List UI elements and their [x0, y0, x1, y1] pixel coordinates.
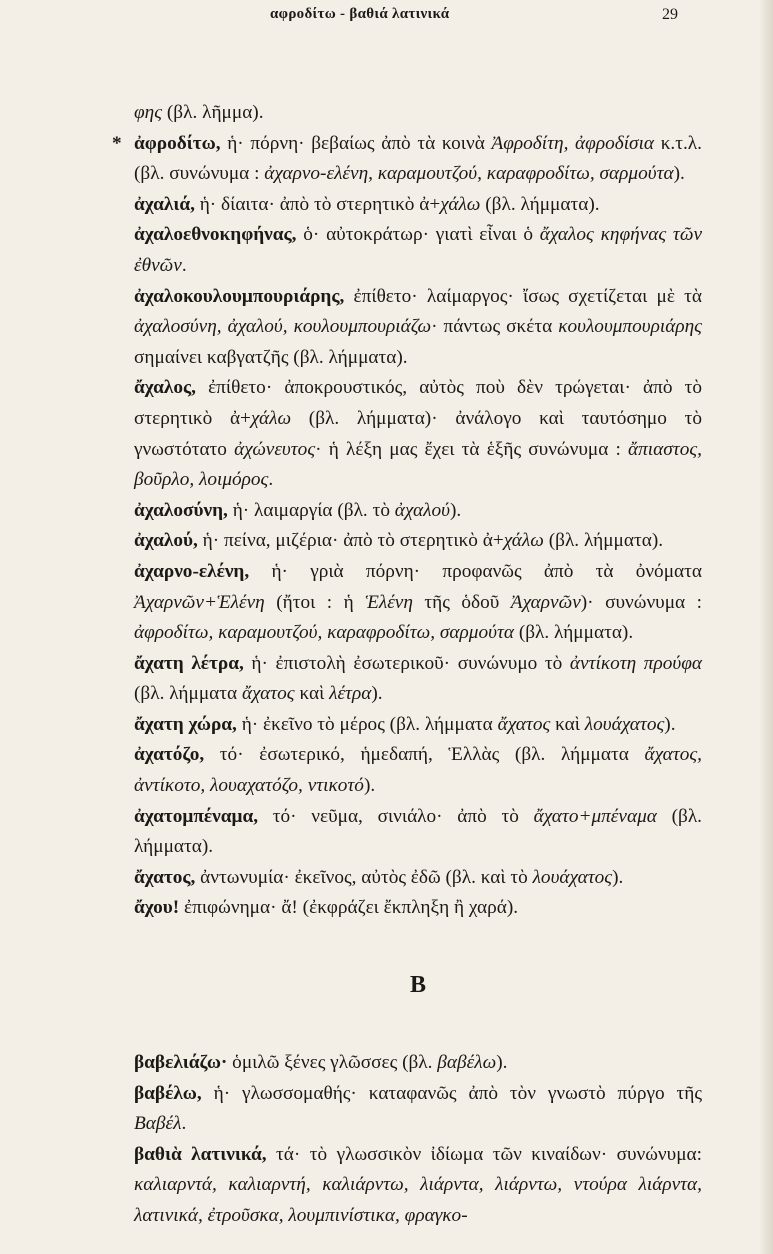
page-body	[112, 98, 702, 1232]
dictionary-entry	[134, 190, 702, 221]
entry-headword: βαθιὰ λατινικά,	[134, 1143, 267, 1165]
entry-headword: βαβελιάζω·	[134, 1052, 228, 1074]
entries-section-a	[112, 98, 702, 924]
entry-text: (βλ. λήμματα)· ἀνάλογο καὶ ταυτόσημο τὸ γνωστότατο	[134, 407, 702, 460]
entry-italic-text: ἀχώνευτος	[234, 438, 316, 460]
entry-text: ἡ· πείνα, μιζέρια· ἀπὸ τὸ στερητικὸ ἀ+	[197, 530, 504, 552]
entry-italic-text: χάλω	[503, 530, 544, 552]
dictionary-entry	[134, 282, 702, 374]
entry-text: ἐπίθετο· λαίμαργος· ἴσως σχετίζεται μὲ τὰ	[344, 285, 702, 307]
dictionary-entry	[134, 649, 702, 710]
entry-headword: ἀφροδίτω,	[134, 132, 221, 154]
entry-text: ).	[496, 1052, 508, 1074]
page-edge-shadow	[759, 0, 773, 1254]
entry-text: τό· νεῦμα, σινιάλο· ἀπὸ τὸ	[258, 805, 534, 827]
entry-headword: ἄχου!	[134, 897, 180, 919]
entry-headword: ἀχαλοσύνη,	[134, 499, 228, 521]
page-number: 29	[662, 6, 678, 23]
running-head: αφροδίτω - βαθιά λατινικά	[270, 6, 450, 22]
entry-headword: βαβέλω,	[134, 1082, 202, 1104]
entry-text: .	[181, 1113, 187, 1135]
entry-text: ἡ· γλωσσομαθής· καταφανῶς ἀπὸ τὸν γνωστὸ πύργο τῆς	[201, 1082, 702, 1104]
dictionary-entry	[134, 710, 702, 741]
entry-italic-text: ἀχαλοσύνη, ἀχαλού, κουλουμπουριάζω	[134, 316, 432, 338]
dictionary-entry	[134, 496, 702, 527]
entry-italic-text: Ἀχαρνῶν	[510, 591, 581, 613]
entry-text: τό· ἐσωτερικό, ἡμεδαπή, Ἑλλὰς (βλ. λήμματα	[204, 744, 645, 766]
entry-headword: ἀχαρνο-ελένη,	[134, 560, 250, 582]
entry-italic-text: ἀντίκοτη προύφα	[569, 652, 702, 674]
dictionary-entry	[134, 557, 702, 649]
section-letter: B	[409, 972, 426, 999]
entry-text: ἡ· ἐπιστολὴ ἐσωτερικοῦ· συνώνυμο τὸ	[243, 652, 570, 674]
entry-italic-text: λουάχατος	[584, 713, 665, 735]
entry-text: ).	[664, 713, 676, 735]
entry-headword: ἀχαλού,	[134, 530, 198, 552]
entry-italic-text: κουλουμπουριάρης	[558, 316, 702, 338]
entry-italic-text: ἀχαρνο-ελένη, καραμουτζού, καραφροδίτω, σαρμούτα	[264, 163, 674, 185]
dictionary-entry	[134, 98, 702, 129]
dictionary-entry	[134, 863, 702, 894]
entry-text: (βλ. λήμματα).	[543, 530, 664, 552]
entry-text: ἡ· ἐκεῖνο τὸ μέρος (βλ. λήμματα	[236, 713, 498, 735]
entry-text: ).	[673, 163, 685, 185]
entry-italic-text: ἄχατο+μπέναμα	[533, 805, 657, 827]
entry-italic-text: λέτρα	[329, 683, 372, 705]
entry-text: (βλ. λήμματα).	[480, 193, 600, 215]
entry-italic-text: ἄχαλος κηφήνας τῶν ἐθνῶν	[134, 224, 702, 276]
entry-text: · ἡ λέξη μας ἔχει τὰ ἑξῆς συνώνυμα :	[315, 438, 629, 460]
entry-italic-text: Ἀφροδίτη, ἀφροδίσια	[491, 132, 655, 154]
entry-text: καὶ	[294, 683, 330, 705]
entry-text: (βλ. λήμματα).	[514, 622, 634, 644]
entry-headword: ἀχατόζο,	[134, 744, 205, 766]
entry-text: ἐπίθετο· ἀποκρουστικός, αὐτὸς ποὺ δὲν τρώγεται· ἀπὸ τὸ στερητικὸ ἀ+	[134, 377, 702, 429]
entry-text: ).	[371, 683, 383, 705]
entry-text: ἀντωνυμία· ἐκεῖνος, αὐτὸς ἐδῶ (βλ. καὶ τὸ	[195, 866, 533, 888]
dictionary-entry	[134, 893, 702, 924]
entry-text: σημαίνει καβγατζῆς (βλ. λήμματα).	[134, 346, 408, 368]
entry-text: ἡ· γριὰ πόρνη· προφανῶς ἀπὸ τὰ ὀνόματα	[249, 560, 702, 582]
entry-text: ὁμιλῶ ξένες γλῶσσες (βλ.	[227, 1052, 438, 1074]
entry-italic-text: Ἀχαρνῶν+Ἑλένη	[134, 591, 265, 613]
entry-text: )· συνώνυμα :	[580, 591, 702, 613]
entry-italic-text: ἀφροδίτω, καραμουτζού, καραφροδίτω, σαρμούτα	[134, 622, 514, 644]
entry-italic-text: ἄχατος	[497, 713, 551, 735]
dictionary-entry	[134, 802, 702, 863]
entry-text: ὁ· αὐτοκράτωρ· γιατὶ εἶναι ὁ	[296, 224, 540, 246]
entry-italic-text: φης	[134, 102, 163, 123]
dictionary-entry	[134, 1140, 702, 1232]
entry-text: (βλ. λῆμμα).	[162, 102, 264, 123]
dictionary-entry	[112, 129, 702, 190]
entry-italic-text: ἄχατος, ἀντίκοτο, λουαχατόζο, ντικοτό	[134, 744, 702, 797]
entry-text: κ.τ.λ. (βλ. συνώνυμα :	[134, 132, 702, 185]
entry-italic-text: χάλω	[440, 193, 481, 215]
asterisk-marker: *	[112, 132, 122, 154]
dictionary-entry	[134, 220, 702, 281]
entry-text: ἐπιφώνημα· ἄ! (ἐκφράζει ἔκπληξη ἢ χαρά).	[179, 897, 519, 919]
dictionary-entry	[134, 1048, 702, 1079]
entry-text: τῆς ὁδοῦ	[412, 591, 511, 613]
entry-italic-text: ἄπιαστος, βοῦρλο, λοιμόρος	[134, 438, 702, 491]
entry-italic-text: καλιαρντά, καλιαρντή, καλιάρντω, λιάρντα, λιάρντω, ντούρα λιάρντα, λατινικά, ἐτροῦσκα, λουμπινίστικα, φραγκο-	[134, 1174, 702, 1226]
entry-headword: ἀχαλοκουλουμπουριάρης,	[134, 285, 345, 307]
entry-headword: ἀχαλιά,	[134, 193, 195, 215]
entry-italic-text: χάλω	[250, 407, 292, 429]
entry-text: .	[181, 254, 187, 276]
dictionary-entry	[134, 740, 702, 801]
entry-text: .	[268, 469, 274, 491]
entry-italic-text: λουάχατος	[532, 866, 613, 888]
entry-headword: ἄχατη χώρα,	[134, 713, 237, 735]
entry-headword: ἄχατος,	[134, 866, 196, 888]
entry-text: (ἤτοι : ἡ	[264, 591, 366, 613]
entries-section-b	[134, 1048, 702, 1232]
dictionary-entry	[134, 373, 702, 495]
entry-headword: ἀχατομπέναμα,	[134, 805, 259, 827]
dictionary-entry	[134, 1079, 702, 1140]
entry-text: ἡ· δίαιτα· ἀπὸ τὸ στερητικὸ ἀ+	[194, 193, 441, 215]
entry-text: (βλ. λήμματα).	[134, 805, 702, 858]
entry-text: ἡ· πόρνη· βεβαίως ἀπὸ τὰ κοινὰ	[220, 132, 492, 154]
entry-headword: ἀχαλοεθνοκηφήνας,	[134, 224, 297, 246]
entry-text: ).	[612, 866, 624, 888]
entry-text: ἡ· λαιμαργία (βλ. τὸ	[227, 499, 395, 521]
entry-headword: ἄχατη λέτρα,	[134, 652, 244, 674]
entry-italic-text: βαβέλω	[437, 1052, 497, 1074]
entry-italic-text: Βαβέλ	[134, 1113, 182, 1135]
entry-italic-text: ἀχαλού	[394, 499, 450, 521]
entry-text: τά· τὸ γλωσσικὸν ἰδίωμα τῶν κιναίδων· συνώνυμα:	[266, 1143, 702, 1165]
dictionary-entry	[134, 526, 702, 557]
entry-text: καὶ	[550, 713, 585, 735]
entry-text: ).	[363, 775, 376, 797]
entry-italic-text: Ἑλένη	[365, 591, 413, 613]
entry-text: (βλ. λήμματα	[134, 683, 242, 705]
entry-headword: ἄχαλος,	[134, 377, 196, 399]
entry-text: · πάντως σκέτα	[431, 316, 559, 338]
entry-italic-text: ἄχατος	[241, 683, 295, 705]
entry-text: ).	[449, 499, 462, 521]
